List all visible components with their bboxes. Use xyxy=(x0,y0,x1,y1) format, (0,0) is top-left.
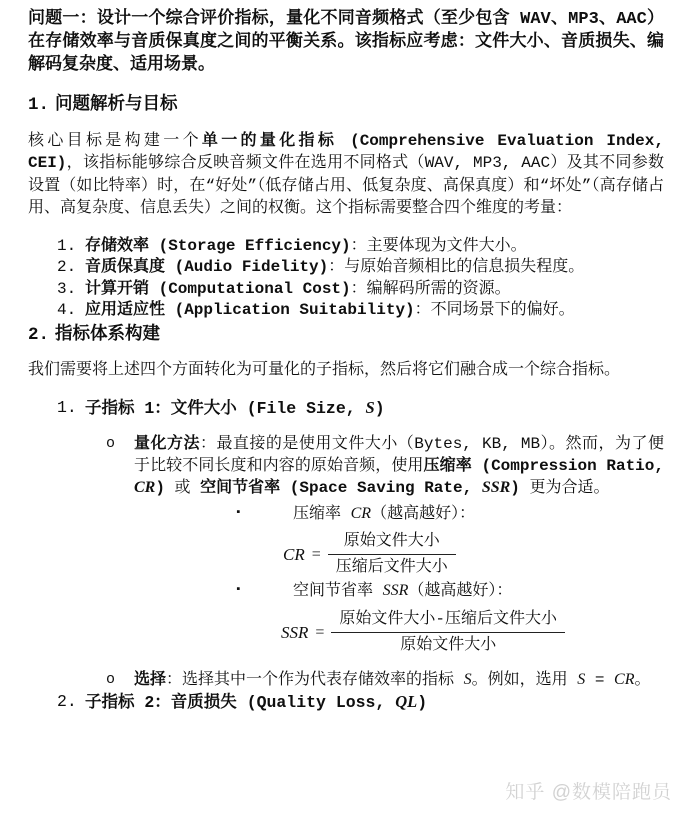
list-number: 3. xyxy=(57,279,77,298)
compression-ratio-formula xyxy=(283,532,664,577)
list-item-text: 应用适应性 (Application Suitability)：不同场景下的偏好。 xyxy=(85,301,575,320)
space-saving-rate-label: 空间节省率 SSR（越高越好）： xyxy=(293,582,513,601)
section-number: 2. xyxy=(28,324,50,345)
dimension-list xyxy=(28,236,664,322)
section-heading-problem-analysis xyxy=(28,94,664,116)
square-bullet-icon: ▪ xyxy=(235,584,242,597)
dimension-item-storage xyxy=(28,236,664,258)
section-title: 指标体系构建 xyxy=(55,324,160,345)
quantification-method-text: 量化方法：最直接的是使用文件大小（Bytes, KB, MB）。然而，为了便于比较不同长度和内容的原始音频，使用压缩率 (Compression Ratio, CR) 或 空间节省率 (Space Saving Rate, SSR) 更为合适。 xyxy=(134,435,664,498)
list-item-text: 存储效率 (Storage Efficiency)：主要体现为文件大小。 xyxy=(85,236,527,255)
index-system-paragraph: 我们需要将上述四个方面转化为可量化的子指标，然后将它们融合成一个综合指标。 xyxy=(28,360,621,379)
section-heading-index-system xyxy=(28,324,664,346)
square-bullet-icon: ▪ xyxy=(235,507,242,520)
equals-sign: = xyxy=(311,546,321,564)
space-saving-rate-bullet xyxy=(28,580,664,602)
sub-indicator-title: 子指标 2：音质损失 (Quality Loss, QL) xyxy=(85,692,428,713)
list-number: 1. xyxy=(57,398,77,418)
sub-indicator-1-heading xyxy=(28,397,664,420)
selection-item xyxy=(28,669,664,691)
fraction xyxy=(331,610,565,655)
list-number: 4. xyxy=(57,301,77,320)
compression-ratio-bullet xyxy=(28,503,664,525)
selection-text: 选择：选择其中一个作为代表存储效率的指标 S。例如，选用 S = CR。 xyxy=(134,671,651,690)
dimension-item-fidelity xyxy=(28,257,664,279)
quantification-method-item xyxy=(28,433,664,499)
sub-indicator-title: 子指标 1：文件大小 (File Size, S) xyxy=(85,398,385,419)
list-item-text: 音质保真度 (Audio Fidelity)：与原始音频相比的信息损失程度。 xyxy=(85,258,585,277)
dimension-item-suitability xyxy=(28,300,664,322)
space-saving-rate-formula xyxy=(281,610,664,655)
fraction-denominator: 压缩后文件大小 xyxy=(335,558,448,577)
sub-indicator-2-heading xyxy=(28,691,664,714)
list-number: 1. xyxy=(57,236,77,255)
core-goal-paragraph: 核心目标是构建一个单一的量化指标 (Comprehensive Evaluation Index, CEI)，该指标能够综合反映音频文件在选用不同格式（WAV, MP3, AAC）及其不同参数设置（如比特率）时，在“好处”（低存储占用、低复杂度、高保真度）和“坏处”（高存储占用、高复杂度、信息丢失）之间的权衡。这个指标需要整合四个维度的考量： xyxy=(28,132,664,218)
list-item-text: 计算开销 (Computational Cost)：编解码所需的资源。 xyxy=(85,279,511,298)
circle-bullet-icon: o xyxy=(106,671,116,689)
compression-ratio-label: 压缩率 CR（越高越好）： xyxy=(293,505,476,524)
equals-sign: = xyxy=(315,624,325,642)
fraction-denominator: 原始文件大小 xyxy=(400,636,497,655)
zhihu-watermark: 知乎 @数模陪跑员 xyxy=(505,782,672,803)
section-number: 1. xyxy=(28,95,50,115)
fraction-numerator: 原始文件大小-压缩后文件大小 xyxy=(331,610,565,633)
section-title: 问题解析与目标 xyxy=(55,95,178,115)
formula-variable: CR xyxy=(283,545,305,565)
fraction xyxy=(328,532,456,577)
formula-variable: SSR xyxy=(281,623,309,643)
list-number: 2. xyxy=(57,692,77,712)
list-number: 2. xyxy=(57,258,77,277)
circle-bullet-icon: o xyxy=(106,435,116,453)
problem-statement: 问题一：设计一个综合评价指标，量化不同音频格式（至少包含 WAV、MP3、AAC）在存储效率与音质保真度之间的平衡关系。该指标应考虑：文件大小、音质损失、编解码复杂度、适用场景。 xyxy=(28,10,664,75)
fraction-numerator: 原始文件大小 xyxy=(328,532,456,555)
dimension-item-cost xyxy=(28,279,664,301)
